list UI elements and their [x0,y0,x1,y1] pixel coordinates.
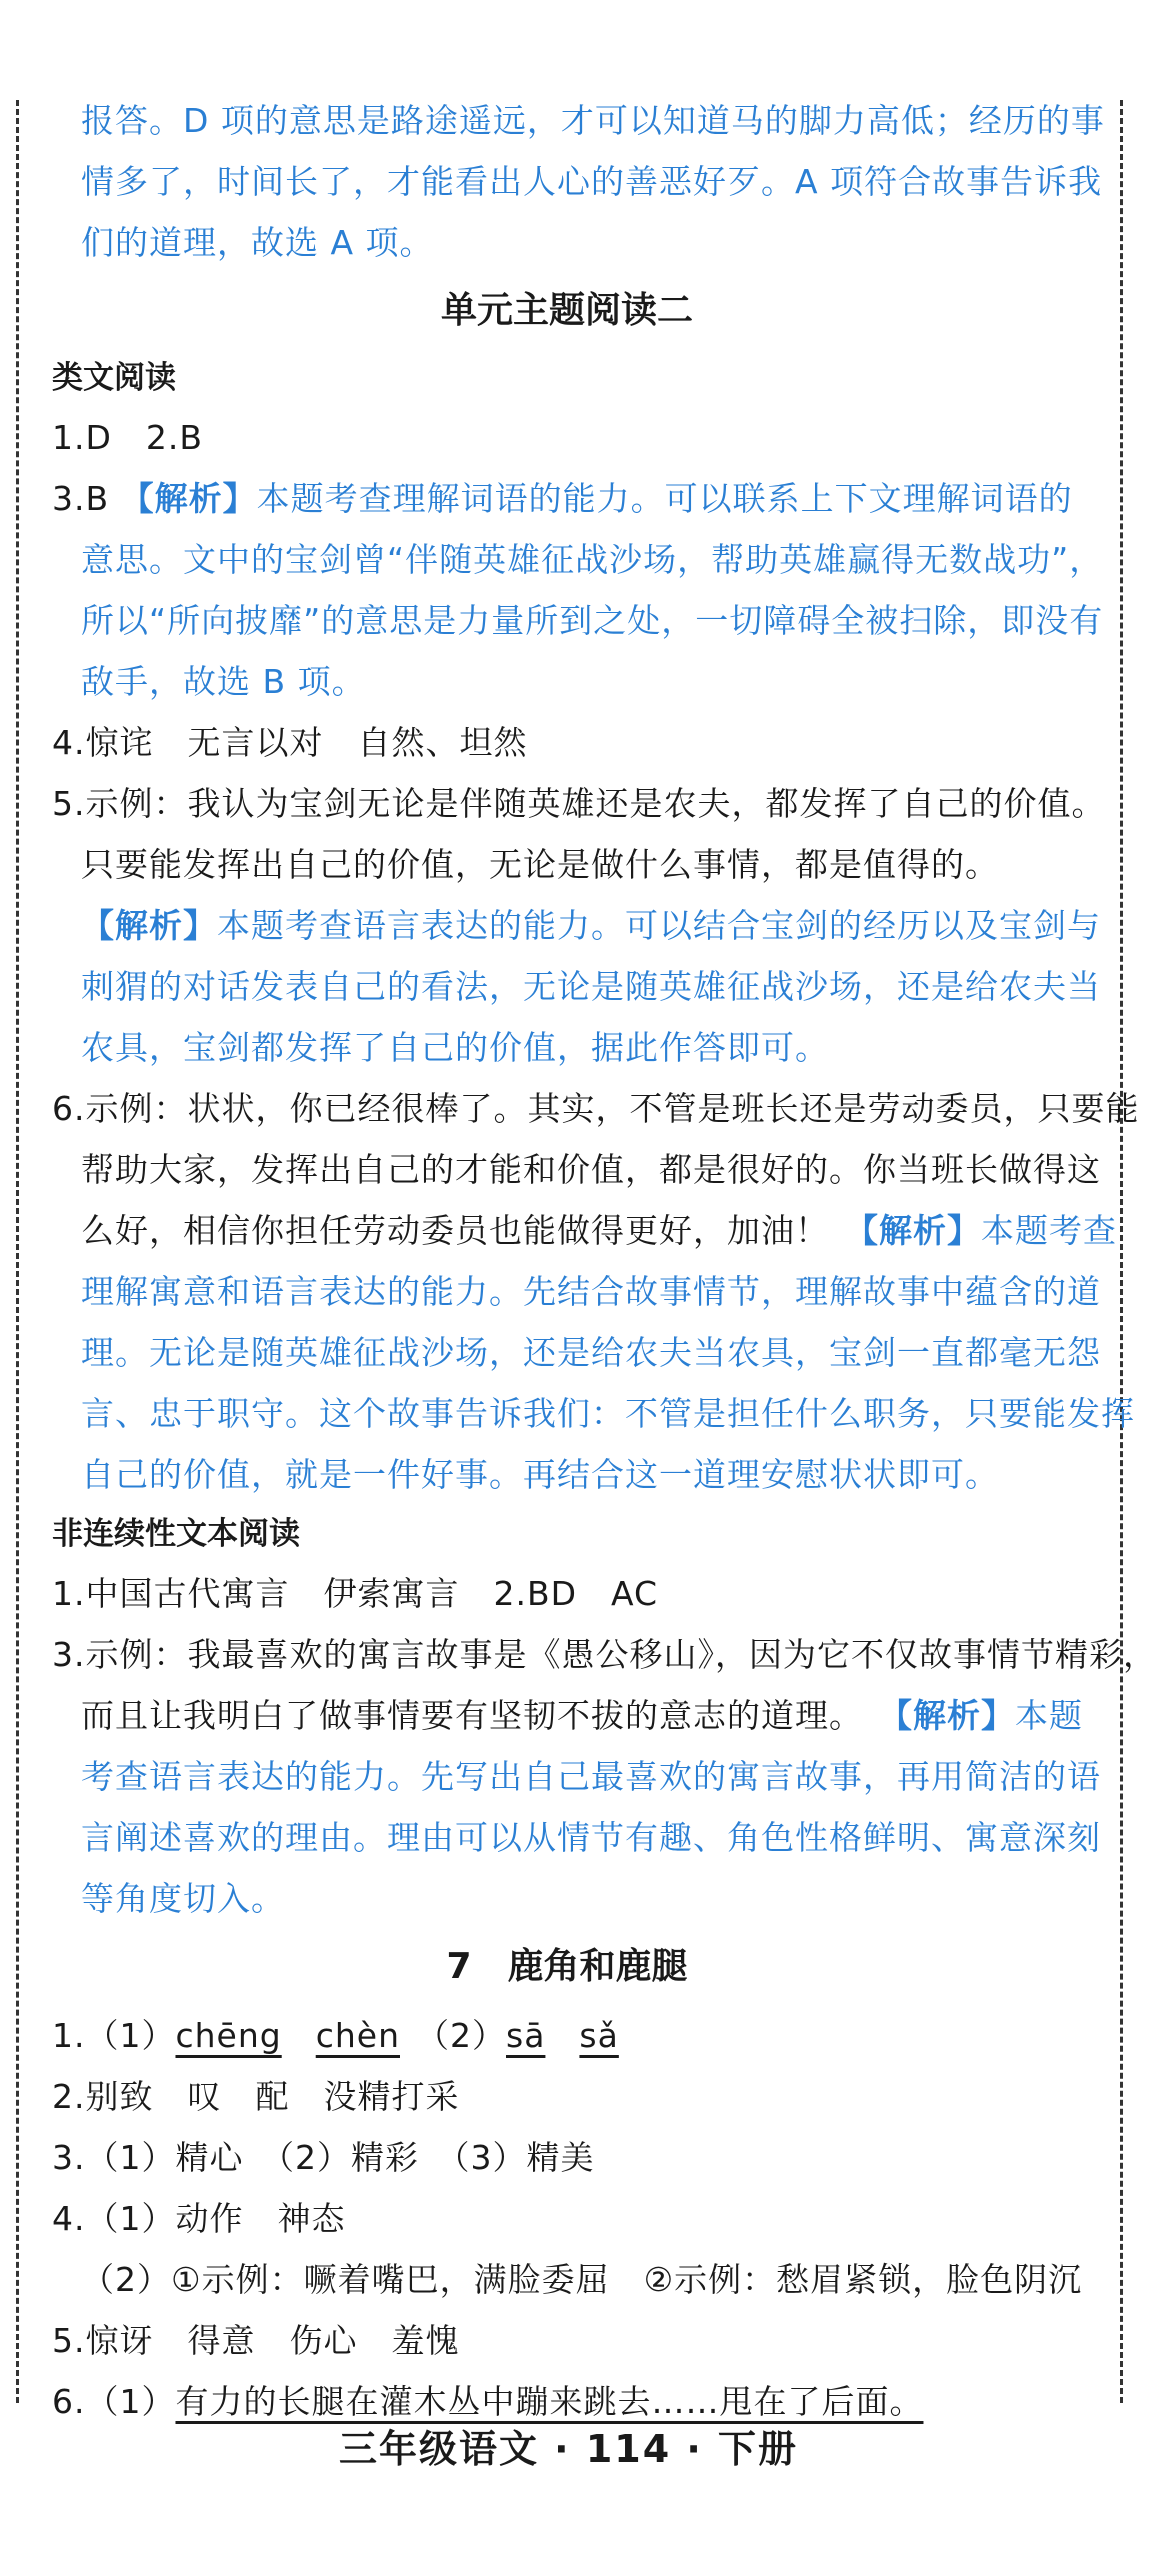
analysis-line: 等角度切入。 [81,1879,285,1918]
lesson-title: 7 鹿角和鹿腿 [446,1946,688,1987]
analysis-line: 言、忠于职守。这个故事告诉我们：不管是担任什么职务，只要能发挥 [81,1394,1135,1433]
analysis-line: 农具，宝剑都发挥了自己的价值，据此作答即可。 [81,1028,829,1067]
answer-line: 6.示例：状状，你已经很棒了。其实，不管是班长还是劳动委员，只要能 [52,1089,1140,1128]
analysis-tag: 【解析】 [120,479,257,518]
answer-line: （2）①示例：噘着嘴巴，满脸委屈 ②示例：愁眉紧锁，脸色阴沉 [81,2260,1083,2299]
answer-line: 6.（1）有力的长腿在灌木丛中蹦来跳去……甩在了后面。 [52,2382,924,2421]
section-heading-similar-text: 类文阅读 [52,360,176,396]
answer-line: 而且让我明白了做事情要有坚韧不拔的意志的道理。 【解析】本题 [81,1696,1083,1735]
answer-line: 5.示例：我认为宝剑无论是伴随英雄还是农夫，都发挥了自己的价值。 [52,784,1106,823]
analysis-line: 意思。文中的宝剑曾“伴随英雄征战沙场，帮助英雄赢得无数战功”， [81,540,1104,579]
pinyin-answer: sā [506,2016,546,2055]
answer-line: 4.惊诧 无言以对 自然、坦然 [52,723,528,762]
answer-line: 1.D 2.B [52,418,204,457]
analysis-tag: 【解析】 [81,906,217,945]
answer-line: 1.中国古代寓言 伊索寓言 2.BD AC [52,1574,659,1613]
answer-line: 1.（1）chēng chèn （2）sā sǎ [52,2016,619,2055]
answer-line: 么好，相信你担任劳动委员也能做得更好，加油！ 【解析】本题考查 [81,1211,1117,1250]
section-heading-noncontinuous-text: 非连续性文本阅读 [52,1516,300,1552]
answer-line: 只要能发挥出自己的价值，无论是做什么事情，都是值得的。 [81,845,999,884]
prev-answer-line: 们的道理，故选 A 项。 [81,223,434,262]
answer-line: 4.（1）动作 神态 [52,2199,346,2238]
answer-page [52,90,1157,2432]
answer-line: 3.B 【解析】本题考查理解词语的能力。可以联系上下文理解词语的 [52,479,1073,518]
underlined-answer: 有力的长腿在灌木丛中蹦来跳去……甩在了后面。 [175,2382,924,2421]
answer-line: 3.示例：我最喜欢的寓言故事是《愚公移山》，因为它不仅故事情节精彩， [52,1635,1157,1674]
answer-line: 5.惊讶 得意 伤心 羞愧 [52,2321,460,2360]
page-footer: 三年级语文 · 114 · 下册 [338,2427,799,2471]
analysis-line: 自己的价值，就是一件好事。再结合这一道理安慰状状即可。 [81,1455,999,1494]
analysis-line: 理。无论是随英雄征战沙场，还是给农夫当农具，宝剑一直都毫无怨 [81,1333,1101,1372]
analysis-line: 刺猬的对话发表自己的看法，无论是随英雄征战沙场，还是给农夫当 [81,967,1101,1006]
pinyin-answer: chēng [175,2016,282,2055]
analysis-line: 所以“所向披靡”的意思是力量所到之处，一切障碍全被扫除，即没有 [81,601,1104,640]
prev-answer-line: 报答。D 项的意思是路途遥远，才可以知道马的脚力高低；经历的事 [81,101,1105,140]
analysis-tag: 【解析】 [879,1696,1015,1735]
analysis-line: 言阐述喜欢的理由。理由可以从情节有趣、角色性格鲜明、寓意深刻 [81,1818,1101,1857]
right-dashed-border [1120,100,1123,2403]
left-dashed-border [16,100,19,2403]
analysis-line: 敌手，故选 B 项。 [81,662,366,701]
analysis-line: 理解寓意和语言表达的能力。先结合故事情节，理解故事中蕴含的道 [81,1272,1101,1311]
answer-line: 3.（1）精心 （2）精彩 （3）精美 [52,2138,595,2177]
unit-title: 单元主题阅读二 [440,290,693,331]
answer-line: 2.别致 叹 配 没精打采 [52,2077,460,2116]
analysis-tag: 【解析】 [845,1211,981,1250]
prev-answer-line: 情多了，时间长了，才能看出人心的善恶好歹。A 项符合故事告诉我 [81,162,1103,201]
answer-line: 帮助大家，发挥出自己的才能和价值，都是很好的。你当班长做得这 [81,1150,1101,1189]
analysis-line: 考查语言表达的能力。先写出自己最喜欢的寓言故事，再用简洁的语 [81,1757,1101,1796]
pinyin-answer: sǎ [579,2016,619,2055]
pinyin-answer: chèn [315,2016,400,2055]
analysis-line: 【解析】本题考查语言表达的能力。可以结合宝剑的经历以及宝剑与 [81,906,1101,945]
